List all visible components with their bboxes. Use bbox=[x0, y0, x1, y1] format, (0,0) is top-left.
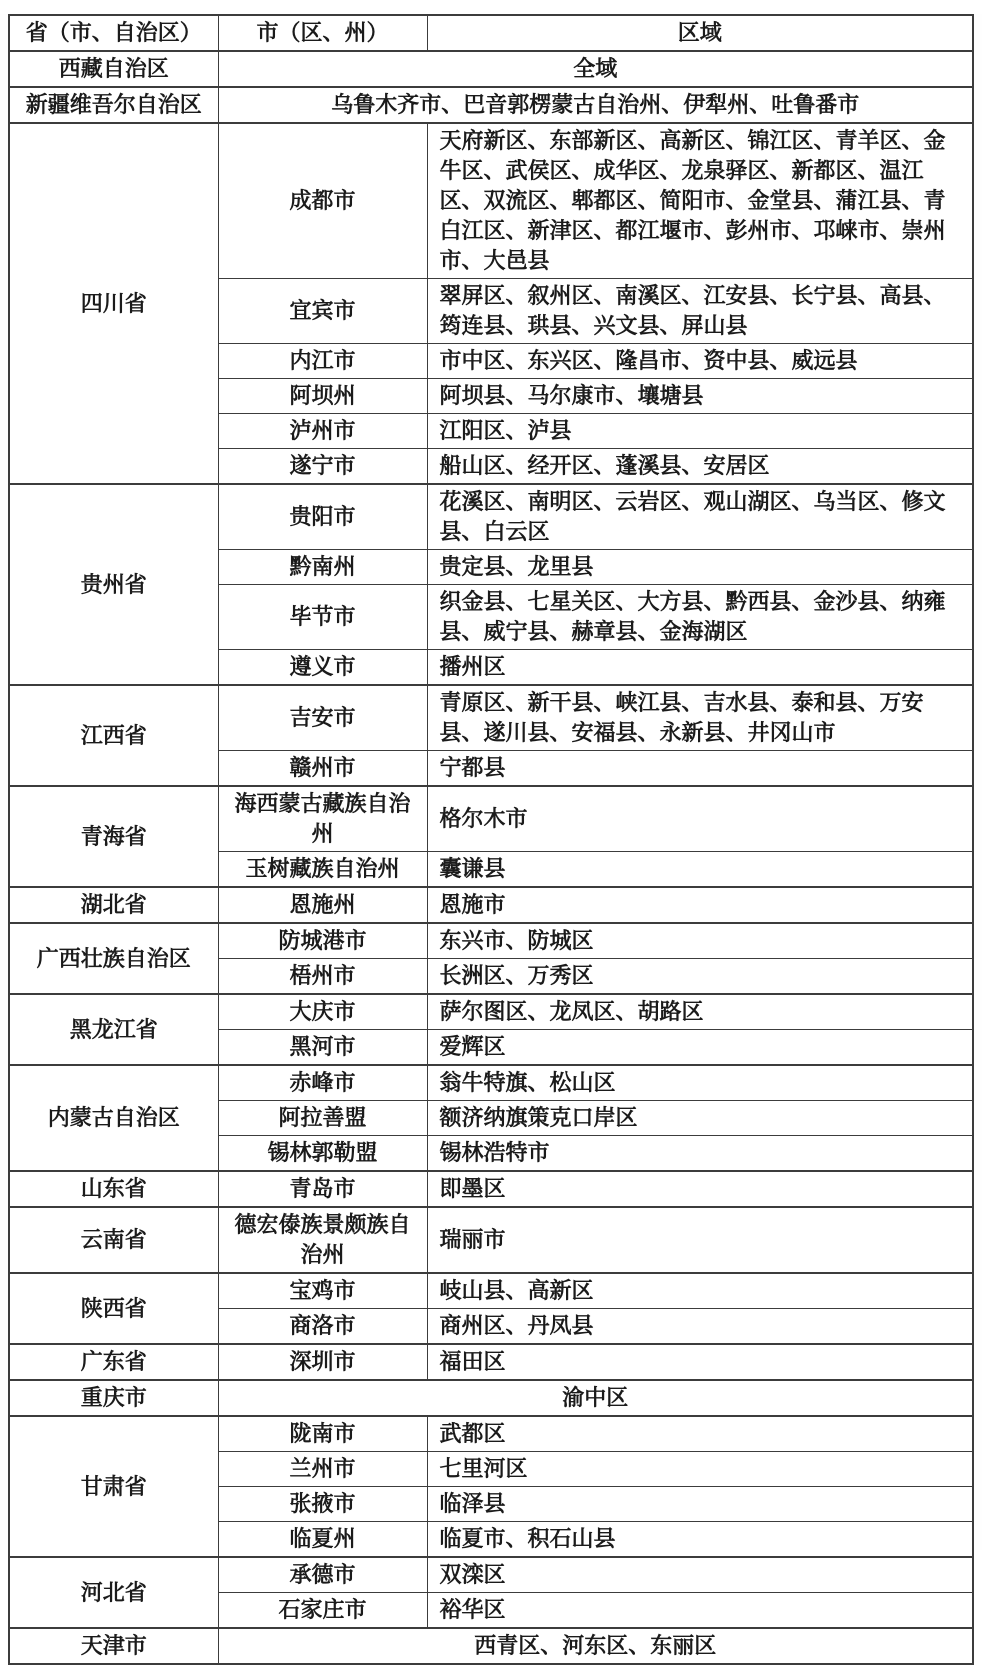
table-body bbox=[9, 51, 973, 1664]
area-cell: 播州区 bbox=[427, 650, 973, 686]
area-cell: 宁都县 bbox=[427, 751, 973, 787]
province-cell: 四川省 bbox=[9, 123, 218, 484]
area-cell: 船山区、经开区、蓬溪县、安居区 bbox=[427, 449, 973, 485]
area-cell: 七里河区 bbox=[427, 1452, 973, 1487]
area-cell-merged: 西青区、河东区、东丽区 bbox=[218, 1628, 973, 1664]
city-cell: 兰州市 bbox=[218, 1452, 427, 1487]
area-cell: 青原区、新干县、峡江县、吉水县、泰和县、万安县、遂川县、安福县、永新县、井冈山市 bbox=[427, 685, 973, 751]
province-cell: 青海省 bbox=[9, 786, 218, 887]
area-cell: 长洲区、万秀区 bbox=[427, 959, 973, 995]
header-area: 区域 bbox=[427, 15, 973, 51]
area-cell: 阿坝县、马尔康市、壤塘县 bbox=[427, 379, 973, 414]
city-cell: 赤峰市 bbox=[218, 1065, 427, 1101]
city-cell: 防城港市 bbox=[218, 923, 427, 959]
table-row bbox=[9, 1065, 973, 1101]
table-row bbox=[9, 994, 973, 1030]
city-cell: 德宏傣族景颇族自治州 bbox=[218, 1207, 427, 1273]
province-cell: 西藏自治区 bbox=[9, 51, 218, 87]
city-cell: 黔南州 bbox=[218, 550, 427, 585]
area-cell: 市中区、东兴区、隆昌市、资中县、威远县 bbox=[427, 344, 973, 379]
province-cell: 陕西省 bbox=[9, 1273, 218, 1344]
area-cell: 天府新区、东部新区、高新区、锦江区、青羊区、金牛区、武侯区、成华区、龙泉驿区、新都区、温江区、双流区、郫都区、简阳市、金堂县、蒲江县、青白江区、新津区、都江堰市、彭州市、邛崃市、崇州市、大邑县 bbox=[427, 123, 973, 279]
area-cell: 商州区、丹凤县 bbox=[427, 1309, 973, 1345]
city-cell: 临夏州 bbox=[218, 1522, 427, 1558]
province-cell: 江西省 bbox=[9, 685, 218, 786]
city-cell: 青岛市 bbox=[218, 1171, 427, 1207]
city-cell: 赣州市 bbox=[218, 751, 427, 787]
city-cell: 泸州市 bbox=[218, 414, 427, 449]
city-cell: 锡林郭勒盟 bbox=[218, 1136, 427, 1172]
city-cell: 大庆市 bbox=[218, 994, 427, 1030]
header-province: 省（市、自治区） bbox=[9, 15, 218, 51]
table-row bbox=[9, 1416, 973, 1452]
city-cell: 海西蒙古藏族自治州 bbox=[218, 786, 427, 852]
area-cell-merged: 渝中区 bbox=[218, 1380, 973, 1416]
city-cell: 石家庄市 bbox=[218, 1593, 427, 1629]
province-cell: 天津市 bbox=[9, 1628, 218, 1664]
city-cell: 遵义市 bbox=[218, 650, 427, 686]
table-row bbox=[9, 1628, 973, 1664]
area-cell: 即墨区 bbox=[427, 1171, 973, 1207]
province-cell: 内蒙古自治区 bbox=[9, 1065, 218, 1171]
document-page bbox=[0, 14, 982, 1658]
city-cell: 承德市 bbox=[218, 1557, 427, 1593]
area-cell: 恩施市 bbox=[427, 887, 973, 923]
area-cell: 爱辉区 bbox=[427, 1030, 973, 1066]
table-row bbox=[9, 923, 973, 959]
area-cell: 囊谦县 bbox=[427, 852, 973, 888]
table-row bbox=[9, 1207, 973, 1273]
table-row bbox=[9, 484, 973, 550]
area-cell: 翁牛特旗、松山区 bbox=[427, 1065, 973, 1101]
city-cell: 陇南市 bbox=[218, 1416, 427, 1452]
area-cell: 织金县、七星关区、大方县、黔西县、金沙县、纳雍县、威宁县、赫章县、金海湖区 bbox=[427, 585, 973, 650]
table-row bbox=[9, 887, 973, 923]
city-cell: 玉树藏族自治州 bbox=[218, 852, 427, 888]
table-row bbox=[9, 123, 973, 279]
area-cell: 临泽县 bbox=[427, 1487, 973, 1522]
city-cell: 深圳市 bbox=[218, 1344, 427, 1380]
table-header-row bbox=[9, 15, 973, 51]
area-cell: 江阳区、泸县 bbox=[427, 414, 973, 449]
table-row bbox=[9, 786, 973, 852]
city-cell: 贵阳市 bbox=[218, 484, 427, 550]
province-cell: 云南省 bbox=[9, 1207, 218, 1273]
province-cell: 山东省 bbox=[9, 1171, 218, 1207]
province-cell: 重庆市 bbox=[9, 1380, 218, 1416]
area-cell: 福田区 bbox=[427, 1344, 973, 1380]
area-cell: 翠屏区、叙州区、南溪区、江安县、长宁县、高县、筠连县、珙县、兴文县、屏山县 bbox=[427, 279, 973, 344]
city-cell: 张掖市 bbox=[218, 1487, 427, 1522]
area-cell: 东兴市、防城区 bbox=[427, 923, 973, 959]
province-cell: 湖北省 bbox=[9, 887, 218, 923]
area-cell: 格尔木市 bbox=[427, 786, 973, 852]
table-row bbox=[9, 1273, 973, 1309]
region-table bbox=[8, 14, 974, 1665]
area-cell: 额济纳旗策克口岸区 bbox=[427, 1101, 973, 1136]
province-cell: 广东省 bbox=[9, 1344, 218, 1380]
city-cell: 阿拉善盟 bbox=[218, 1101, 427, 1136]
table-row bbox=[9, 1344, 973, 1380]
province-cell: 黑龙江省 bbox=[9, 994, 218, 1065]
area-cell-merged: 全域 bbox=[218, 51, 973, 87]
area-cell: 双滦区 bbox=[427, 1557, 973, 1593]
city-cell: 黑河市 bbox=[218, 1030, 427, 1066]
province-cell: 甘肃省 bbox=[9, 1416, 218, 1557]
city-cell: 遂宁市 bbox=[218, 449, 427, 485]
table-row bbox=[9, 1171, 973, 1207]
area-cell: 花溪区、南明区、云岩区、观山湖区、乌当区、修文县、白云区 bbox=[427, 484, 973, 550]
city-cell: 宝鸡市 bbox=[218, 1273, 427, 1309]
area-cell: 锡林浩特市 bbox=[427, 1136, 973, 1172]
area-cell: 萨尔图区、龙凤区、胡路区 bbox=[427, 994, 973, 1030]
area-cell: 武都区 bbox=[427, 1416, 973, 1452]
province-cell: 广西壮族自治区 bbox=[9, 923, 218, 994]
table-row bbox=[9, 1380, 973, 1416]
area-cell-merged: 乌鲁木齐市、巴音郭楞蒙古自治州、伊犁州、吐鲁番市 bbox=[218, 87, 973, 123]
city-cell: 吉安市 bbox=[218, 685, 427, 751]
city-cell: 毕节市 bbox=[218, 585, 427, 650]
area-cell: 贵定县、龙里县 bbox=[427, 550, 973, 585]
province-cell: 新疆维吾尔自治区 bbox=[9, 87, 218, 123]
table-row bbox=[9, 685, 973, 751]
city-cell: 内江市 bbox=[218, 344, 427, 379]
area-cell: 裕华区 bbox=[427, 1593, 973, 1629]
area-cell: 临夏市、积石山县 bbox=[427, 1522, 973, 1558]
table-row bbox=[9, 87, 973, 123]
city-cell: 宜宾市 bbox=[218, 279, 427, 344]
table-row bbox=[9, 1557, 973, 1593]
city-cell: 成都市 bbox=[218, 123, 427, 279]
city-cell: 商洛市 bbox=[218, 1309, 427, 1345]
city-cell: 阿坝州 bbox=[218, 379, 427, 414]
area-cell: 瑞丽市 bbox=[427, 1207, 973, 1273]
city-cell: 梧州市 bbox=[218, 959, 427, 995]
province-cell: 河北省 bbox=[9, 1557, 218, 1628]
table-row bbox=[9, 51, 973, 87]
province-cell: 贵州省 bbox=[9, 484, 218, 685]
header-city: 市（区、州） bbox=[218, 15, 427, 51]
area-cell: 岐山县、高新区 bbox=[427, 1273, 973, 1309]
city-cell: 恩施州 bbox=[218, 887, 427, 923]
